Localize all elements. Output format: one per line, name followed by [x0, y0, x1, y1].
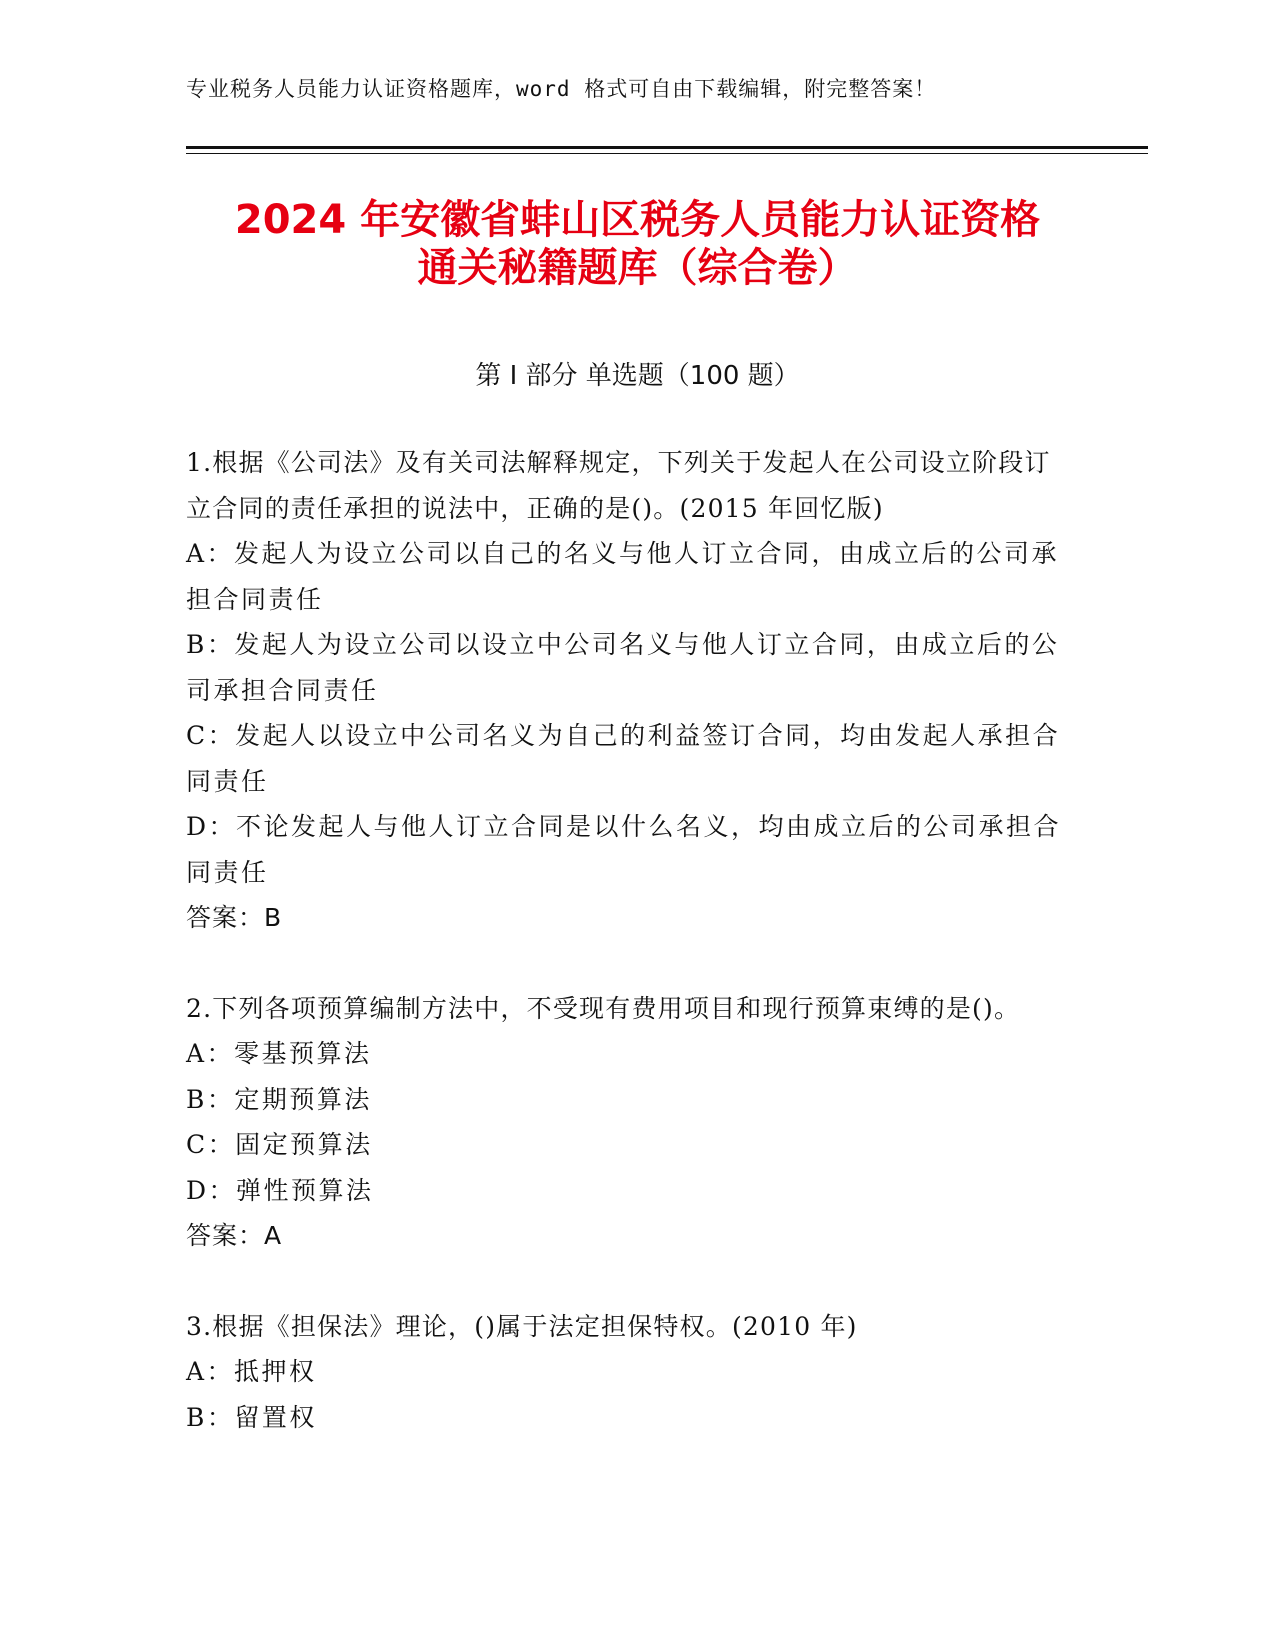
question-list	[186, 440, 1066, 1485]
question-2	[186, 986, 1066, 1259]
question-1	[186, 440, 1066, 941]
question-3	[186, 1304, 1066, 1441]
section-title: 第 I 部分 单选题（100 题）	[475, 361, 800, 391]
answer: 答案：A	[186, 1221, 283, 1250]
document-title-line-1: 2024 年安徽省蚌山区税务人员能力认证资格	[234, 197, 1041, 243]
question-text: 3.根据《担保法》理论，()属于法定担保特权。(2010 年)	[186, 1311, 858, 1341]
option-b: B：定期预算法	[186, 1084, 372, 1114]
document-title	[150, 196, 1125, 292]
option-a: A：抵押权	[186, 1357, 317, 1386]
question-text: 1.根据《公司法》及有关司法解释规定，下列关于发起人在公司设立阶段订立合同的责任承担的说法中，正确的是()。(2015 年回忆版)	[186, 448, 1051, 523]
option-a: A：发起人为设立公司以自己的名义与他人订立合同，由成立后的公司承担合同责任	[186, 539, 1060, 614]
header-rule-thick	[186, 146, 1148, 149]
option-b: B：发起人为设立公司以设立中公司名义与他人订立合同，由成立后的公司承担合同责任	[186, 630, 1060, 705]
answer: 答案：B	[186, 903, 283, 932]
option-b: B：留置权	[186, 1402, 317, 1432]
option-a: A：零基预算法	[186, 1039, 372, 1068]
option-d: D：不论发起人与他人订立合同是以什么名义，均由成立后的公司承担合同责任	[186, 812, 1062, 887]
header-rule-thin	[186, 153, 1148, 154]
option-d: D：弹性预算法	[186, 1175, 374, 1205]
header-note: 专业税务人员能力认证资格题库，word 格式可自由下载编辑，附完整答案！	[186, 77, 937, 101]
question-text: 2.下列各项预算编制方法中，不受现有费用项目和现行预算束缚的是()。	[186, 993, 1021, 1023]
option-c: C：发起人以设立中公司名义为自己的利益签订合同，均由发起人承担合同责任	[186, 721, 1061, 796]
option-c: C：固定预算法	[186, 1130, 373, 1159]
document-title-line-2: 通关秘籍题库（综合卷）	[417, 245, 858, 291]
